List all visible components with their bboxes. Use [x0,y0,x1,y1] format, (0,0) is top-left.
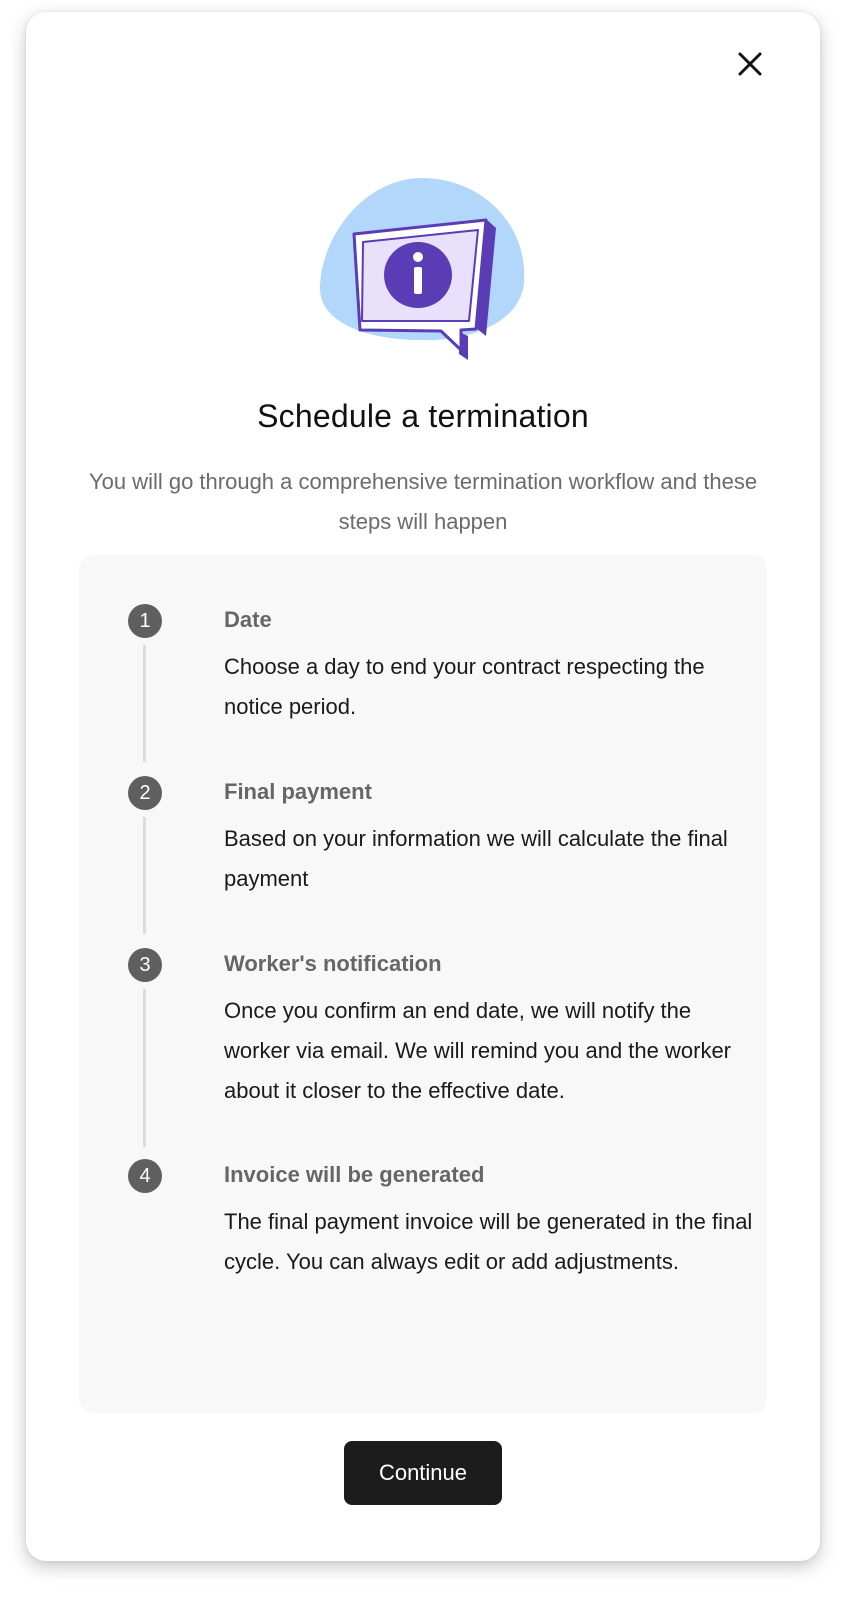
step-connector [143,645,146,762]
step-title: Worker's notification [224,951,442,976]
step-number: 1 [128,604,162,638]
step-description: Once you confirm an end date, we will notify the worker via email. We will remind you and the worker about it closer to the effective date. [224,998,731,1103]
step-title: Date [224,607,272,632]
step-number: 2 [128,776,162,810]
step-number: 3 [128,948,162,982]
modal-title: Schedule a termination [257,398,589,434]
step-description: Choose a day to end your contract respecting the notice period. [224,654,705,719]
step-description: Based on your information we will calculate the final payment [224,826,728,891]
close-icon [736,50,764,78]
info-chat-bubble-icon [316,164,528,364]
step-description: The final payment invoice will be generated in the final cycle. You can always edit or add adjustments. [224,1209,753,1274]
continue-button[interactable]: Continue [344,1441,502,1505]
modal-subtitle: You will go through a comprehensive termination workflow and these steps will happen [88,469,758,534]
step-connector [143,989,146,1147]
step-title: Final payment [224,779,372,804]
step-connector [143,817,146,934]
close-button[interactable] [730,44,770,84]
step-number: 4 [128,1159,162,1193]
steps-panel [79,555,767,1413]
termination-modal [26,12,820,1561]
step-title: Invoice will be generated [224,1162,485,1187]
